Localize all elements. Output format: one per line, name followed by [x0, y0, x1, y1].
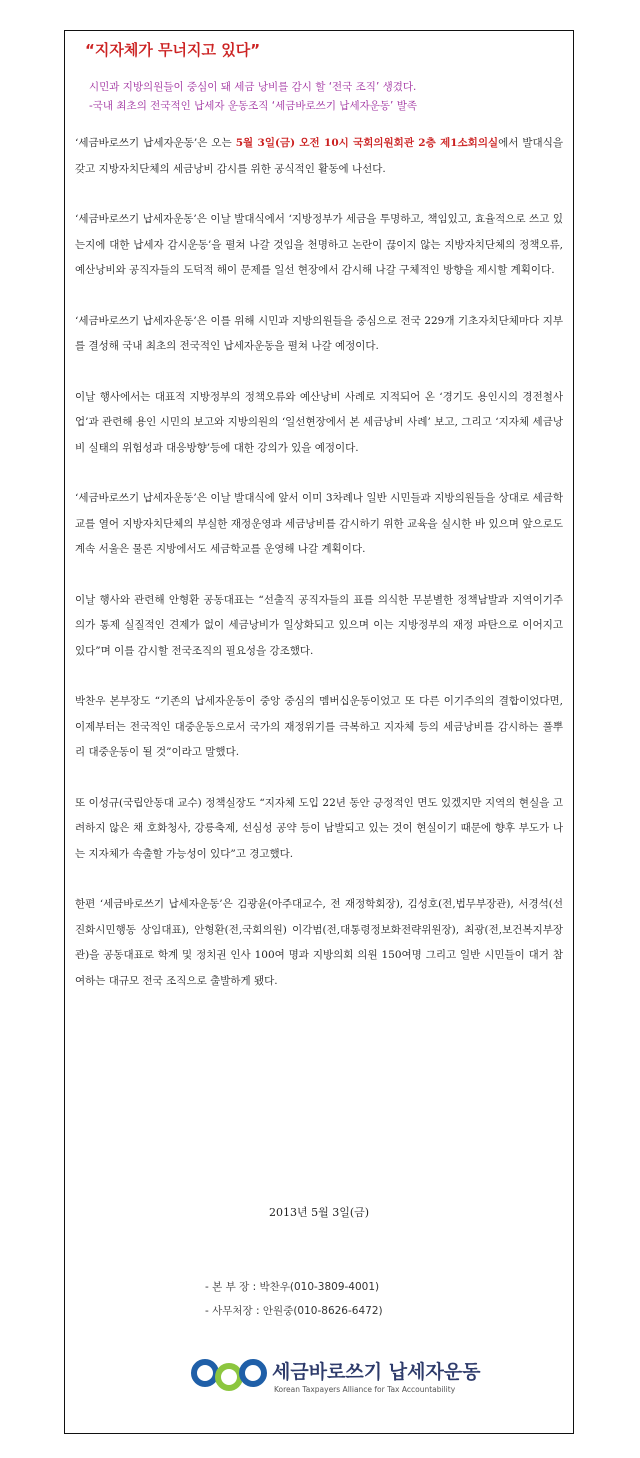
- subheadline-2: -국내 최초의 전국적인 납세자 운동조직 ‘세금바로쓰기 납세자운동’ 발족: [89, 100, 417, 112]
- paragraph-3: ‘세금바로쓰기 납세자운동’은 이를 위해 시민과 지방의원들을 중심으로 전국 229개 기초자치단체마다 지부를 결성해 국내 최초의 전국적인 납세자운동을 펼쳐 나갈 예정이다.: [75, 314, 563, 352]
- paragraph-5: ‘세금바로쓰기 납세자운동’은 이날 발대식에 앞서 이미 3차례나 일반 시민들과 지방의원들을 상대로 세금학교를 열어 지방자치단체의 부실한 재정운영과 세금낭비를 감시하기 위한 교육을 실시한 바 있으며 앞으로도 계속 서울은 물론 지방에서도 세금학교를 운영해 나갈 계획이다.: [75, 492, 563, 555]
- rings-logo-icon: [190, 1351, 268, 1399]
- article-body: [75, 131, 563, 994]
- paragraph-4: 이날 행사에서는 대표적 지방정부의 정책오류와 예산낭비 사례로 지적되어 온 ‘경기도 용인시의 경전철사업’과 관련해 용인 시민의 보고와 지방의원의 ‘일선현장에서 본 세금낭비 사례’ 보고, 그리고 ‘지자체 세금낭비 실태의 위험성과 대응방향’등에 대한 강의가 있을 예정이다.: [75, 390, 563, 454]
- paragraph-1-tail: 에서 발대식을 갖고 지방자치단체의 세금낭비 감시를 위한 공식적인 활동에 나선다.: [75, 137, 563, 175]
- paragraph-1: [75, 131, 563, 182]
- paragraph-1-lead: ‘세금바로쓰기 납세자운동’은 오는: [75, 137, 236, 149]
- release-date: 2013년 5월 3일(금): [268, 1206, 370, 1219]
- paragraph-9: 한편 ‘세금바로쓰기 납세자운동’은 김광윤(아주대교수, 전 재정학회장), 김성호(전,법무부장관), 서경석(선진화시민행동 상임대표), 안형환(전,국회의원) 이각범(전,대통령정보화전략위원장), 최광(전,보건복지부장관)을 공동대표로 학계 및 정치권 인사 100여 명과 지방의회 의원 150여명 그리고 일반 시민들이 대거 참여하는 대규모 전국 조직으로 출발하게 됐다.: [75, 898, 563, 987]
- paragraph-8: 또 이성규(국립안동대 교수) 정책실장도 “지자체 도입 22년 동안 긍정적인 면도 있겠지만 지역의 현실을 고려하지 않은 채 호화청사, 강릉축제, 선심성 공약 등이 남발되고 있는 것이 현실이기 때문에 향후 부도가 나는 지자체가 속출할 가능성이 있다”고 경고했다.: [75, 796, 563, 860]
- subheadline-1: 시민과 지방의원들이 중심이 돼 세금 낭비를 감시 할 ‘전국 조직’ 생겼다.: [89, 81, 417, 93]
- event-datetime-location: 5월 3일(금) 오전 10시 국회의원회관 2층 제1소회의실: [235, 137, 499, 149]
- logo-name-english: Korean Taxpayers Alliance for Tax Accountability: [274, 1385, 456, 1394]
- organization-logo: [190, 1349, 480, 1409]
- press-release-frame: [64, 30, 574, 1434]
- headline: “지자체가 무너지고 있다”: [85, 41, 261, 59]
- contact-director: - 본 부 장 : 박찬우(010-3809-4001): [205, 1281, 380, 1293]
- paragraph-6: 이날 행사와 관련해 안형환 공동대표는 “선출직 공직자들의 표를 의식한 무분별한 정책남발과 지역이기주의가 통제 실질적인 견제가 없이 세금낭비가 일상화되고 있으며 이는 지방정부의 재정 파탄으로 이어지고 있다”며 이를 감시할 전국조직의 필요성을 강조했다.: [75, 593, 563, 657]
- logo-name-korean: 세금바로쓰기 납세자운동: [272, 1361, 481, 1383]
- contact-secretary: - 사무처장 : 안원중(010-8626-6472): [205, 1305, 383, 1317]
- paragraph-7: 박찬우 본부장도 “기존의 납세자운동이 중앙 중심의 멤버십운동이었고 또 다른 이기주의의 결합이었다면, 이제부터는 전국적인 대중운동으로서 국가의 재정위기를 극복하고 지자체 등의 세금낭비를 감시하는 풀뿌리 대중운동이 될 것”이라고 말했다.: [75, 695, 563, 758]
- paragraph-2: ‘세금바로쓰기 납세자운동’은 이날 발대식에서 ‘지방정부가 세금을 투명하고, 책임있고, 효율적으로 쓰고 있는지에 대한 납세자 감시운동’을 펼쳐 나갈 것임을 천명하고 논란이 끊이지 않는 지방자치단체의 정책오류, 예산낭비와 공직자들의 도덕적 해이 문제를 일선 현장에서 감시해 나갈 구체적인 방향을 제시할 계획이다.: [75, 213, 563, 276]
